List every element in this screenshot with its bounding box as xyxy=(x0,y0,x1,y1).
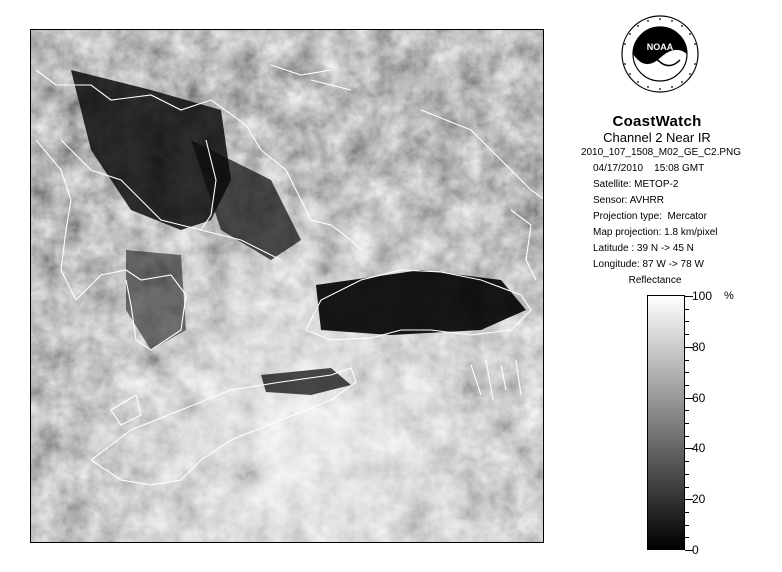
sensor-label: Sensor: AVHRR xyxy=(593,195,664,206)
scale-minor-tick xyxy=(685,372,689,373)
scale-axis xyxy=(685,295,687,550)
scale-minor-tick xyxy=(685,309,689,310)
scale-minor-tick xyxy=(685,474,689,475)
scale-tick-label: 100 xyxy=(692,289,713,303)
scale-minor-tick xyxy=(685,436,689,437)
latitude-label: Latitude : 39 N -> 45 N xyxy=(593,243,694,254)
noaa-logo-text: NOAA xyxy=(646,42,674,52)
app-title: CoastWatch xyxy=(612,113,702,130)
noaa-logo xyxy=(620,14,700,94)
scale-minor-tick xyxy=(685,487,689,488)
scale-tick-label: 60 xyxy=(692,390,706,405)
scale-minor-tick xyxy=(685,537,689,538)
channel-subtitle: Channel 2 Near IR xyxy=(603,130,711,145)
scale-minor-tick xyxy=(685,321,689,322)
legend-title: Reflectance xyxy=(628,275,682,286)
scale-minor-tick xyxy=(685,423,689,424)
scale-minor-tick xyxy=(685,525,689,526)
image-datetime: 04/17/2010 15:08 GMT xyxy=(593,163,705,174)
scale-minor-tick xyxy=(685,385,689,386)
scale-minor-tick xyxy=(685,410,689,411)
scale-tick-label: 40 xyxy=(692,441,706,456)
satellite-label: Satellite: METOP-2 xyxy=(593,179,679,190)
map-projection-label: Map projection: 1.8 km/pixel xyxy=(593,227,718,238)
reflectance-color-scale xyxy=(647,295,685,550)
image-filename: 2010_107_1508_M02_GE_C2.PNG xyxy=(580,147,742,158)
scale-tick-label: 0 xyxy=(692,543,699,557)
longitude-label: Longitude: 87 W -> 78 W xyxy=(593,259,704,270)
scale-minor-tick xyxy=(685,512,689,513)
scale-minor-tick xyxy=(685,334,689,335)
satellite-image-svg xyxy=(31,30,544,543)
scale-minor-tick xyxy=(685,461,689,462)
noaa-logo-icon xyxy=(620,14,700,94)
satellite-image[interactable] xyxy=(30,29,544,543)
scale-tick-label: 80 xyxy=(692,339,706,354)
scale-unit: % xyxy=(724,290,734,302)
scale-tick-label: 20 xyxy=(692,492,706,507)
projection-type-label: Projection type: Mercator xyxy=(593,211,707,222)
scale-minor-tick xyxy=(685,360,689,361)
